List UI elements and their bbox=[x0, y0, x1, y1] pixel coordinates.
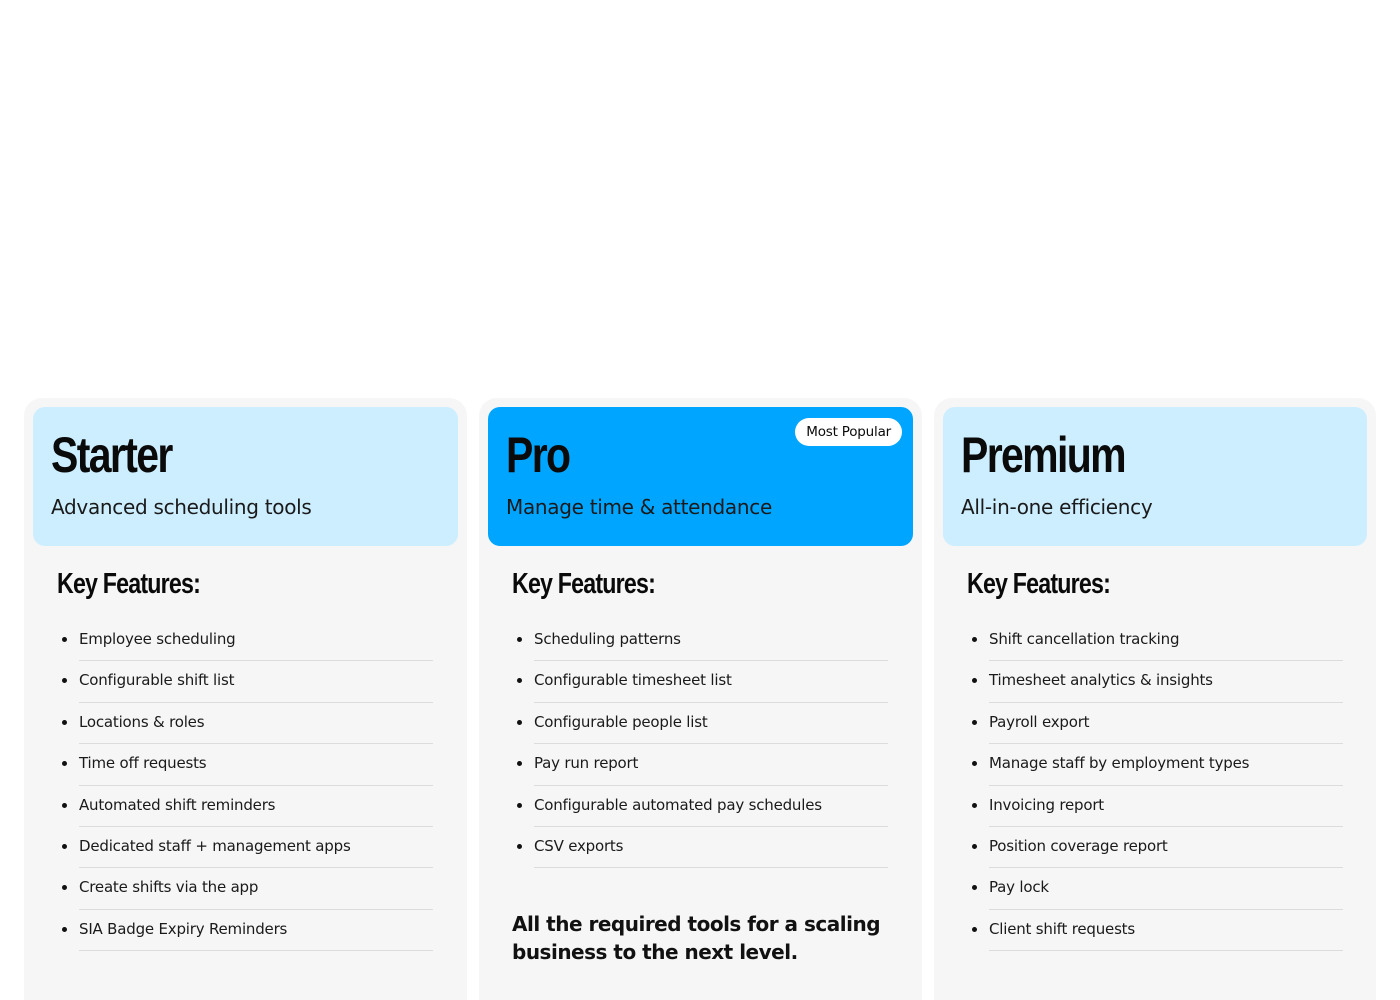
feature-text: Client shift requests bbox=[989, 911, 1343, 951]
feature-text: CSV exports bbox=[534, 828, 888, 868]
plan-tagline: Advanced scheduling tools bbox=[51, 495, 312, 519]
feature-text: Automated shift reminders bbox=[79, 787, 433, 827]
features-heading: Key Features: bbox=[967, 568, 1111, 600]
plan-name: Premium bbox=[961, 427, 1125, 483]
most-popular-badge: Most Popular bbox=[795, 418, 902, 446]
plan-card-premium bbox=[934, 398, 1376, 1000]
feature-text: SIA Badge Expiry Reminders bbox=[79, 911, 433, 951]
feature-item bbox=[967, 662, 1343, 703]
feature-list bbox=[967, 621, 1343, 952]
feature-item bbox=[512, 662, 888, 703]
feature-item bbox=[967, 704, 1343, 745]
plan-name: Starter bbox=[51, 427, 172, 483]
plan-card-starter bbox=[24, 398, 467, 1000]
feature-item bbox=[57, 911, 433, 952]
feature-item bbox=[512, 704, 888, 745]
plan-name: Pro bbox=[506, 427, 570, 483]
feature-item bbox=[967, 828, 1343, 869]
feature-text: Configurable timesheet list bbox=[534, 662, 888, 702]
feature-item bbox=[57, 621, 433, 662]
plan-tagline: Manage time & attendance bbox=[506, 495, 772, 519]
feature-list bbox=[512, 621, 888, 869]
feature-item bbox=[967, 869, 1343, 910]
plan-blurb: All the required tools for a scaling business to the next level. bbox=[512, 912, 881, 964]
feature-text: Create shifts via the app bbox=[79, 869, 433, 909]
feature-text: Manage staff by employment types bbox=[989, 745, 1343, 785]
features-heading: Key Features: bbox=[57, 568, 201, 600]
feature-item bbox=[512, 787, 888, 828]
feature-text: Employee scheduling bbox=[79, 621, 433, 661]
feature-text: Configurable people list bbox=[534, 704, 888, 744]
plan-card-pro bbox=[479, 398, 922, 1000]
feature-item bbox=[57, 828, 433, 869]
pricing-cards bbox=[24, 398, 1376, 1000]
plan-tagline: All-in-one efficiency bbox=[961, 495, 1153, 519]
feature-text: Locations & roles bbox=[79, 704, 433, 744]
feature-item bbox=[57, 745, 433, 786]
feature-text: Pay run report bbox=[534, 745, 888, 785]
feature-item bbox=[967, 745, 1343, 786]
plan-header-starter bbox=[33, 407, 458, 546]
feature-item bbox=[967, 787, 1343, 828]
feature-text: Pay lock bbox=[989, 869, 1343, 909]
features-heading: Key Features: bbox=[512, 568, 656, 600]
feature-item bbox=[57, 662, 433, 703]
feature-text: Payroll export bbox=[989, 704, 1343, 744]
feature-item bbox=[967, 621, 1343, 662]
feature-item bbox=[967, 911, 1343, 952]
feature-text: Timesheet analytics & insights bbox=[989, 662, 1343, 702]
feature-text: Time off requests bbox=[79, 745, 433, 785]
feature-item bbox=[57, 787, 433, 828]
feature-item bbox=[57, 704, 433, 745]
feature-text: Configurable shift list bbox=[79, 662, 433, 702]
plan-header-premium bbox=[943, 407, 1367, 546]
feature-item bbox=[512, 621, 888, 662]
feature-text: Dedicated staff + management apps bbox=[79, 828, 433, 868]
feature-text: Position coverage report bbox=[989, 828, 1343, 868]
feature-text: Shift cancellation tracking bbox=[989, 621, 1343, 661]
feature-item bbox=[57, 869, 433, 910]
feature-text: Configurable automated pay schedules bbox=[534, 787, 888, 827]
feature-item bbox=[512, 745, 888, 786]
plan-header-pro bbox=[488, 407, 913, 546]
feature-text: Invoicing report bbox=[989, 787, 1343, 827]
feature-list bbox=[57, 621, 433, 952]
feature-item bbox=[512, 828, 888, 869]
feature-text: Scheduling patterns bbox=[534, 621, 888, 661]
